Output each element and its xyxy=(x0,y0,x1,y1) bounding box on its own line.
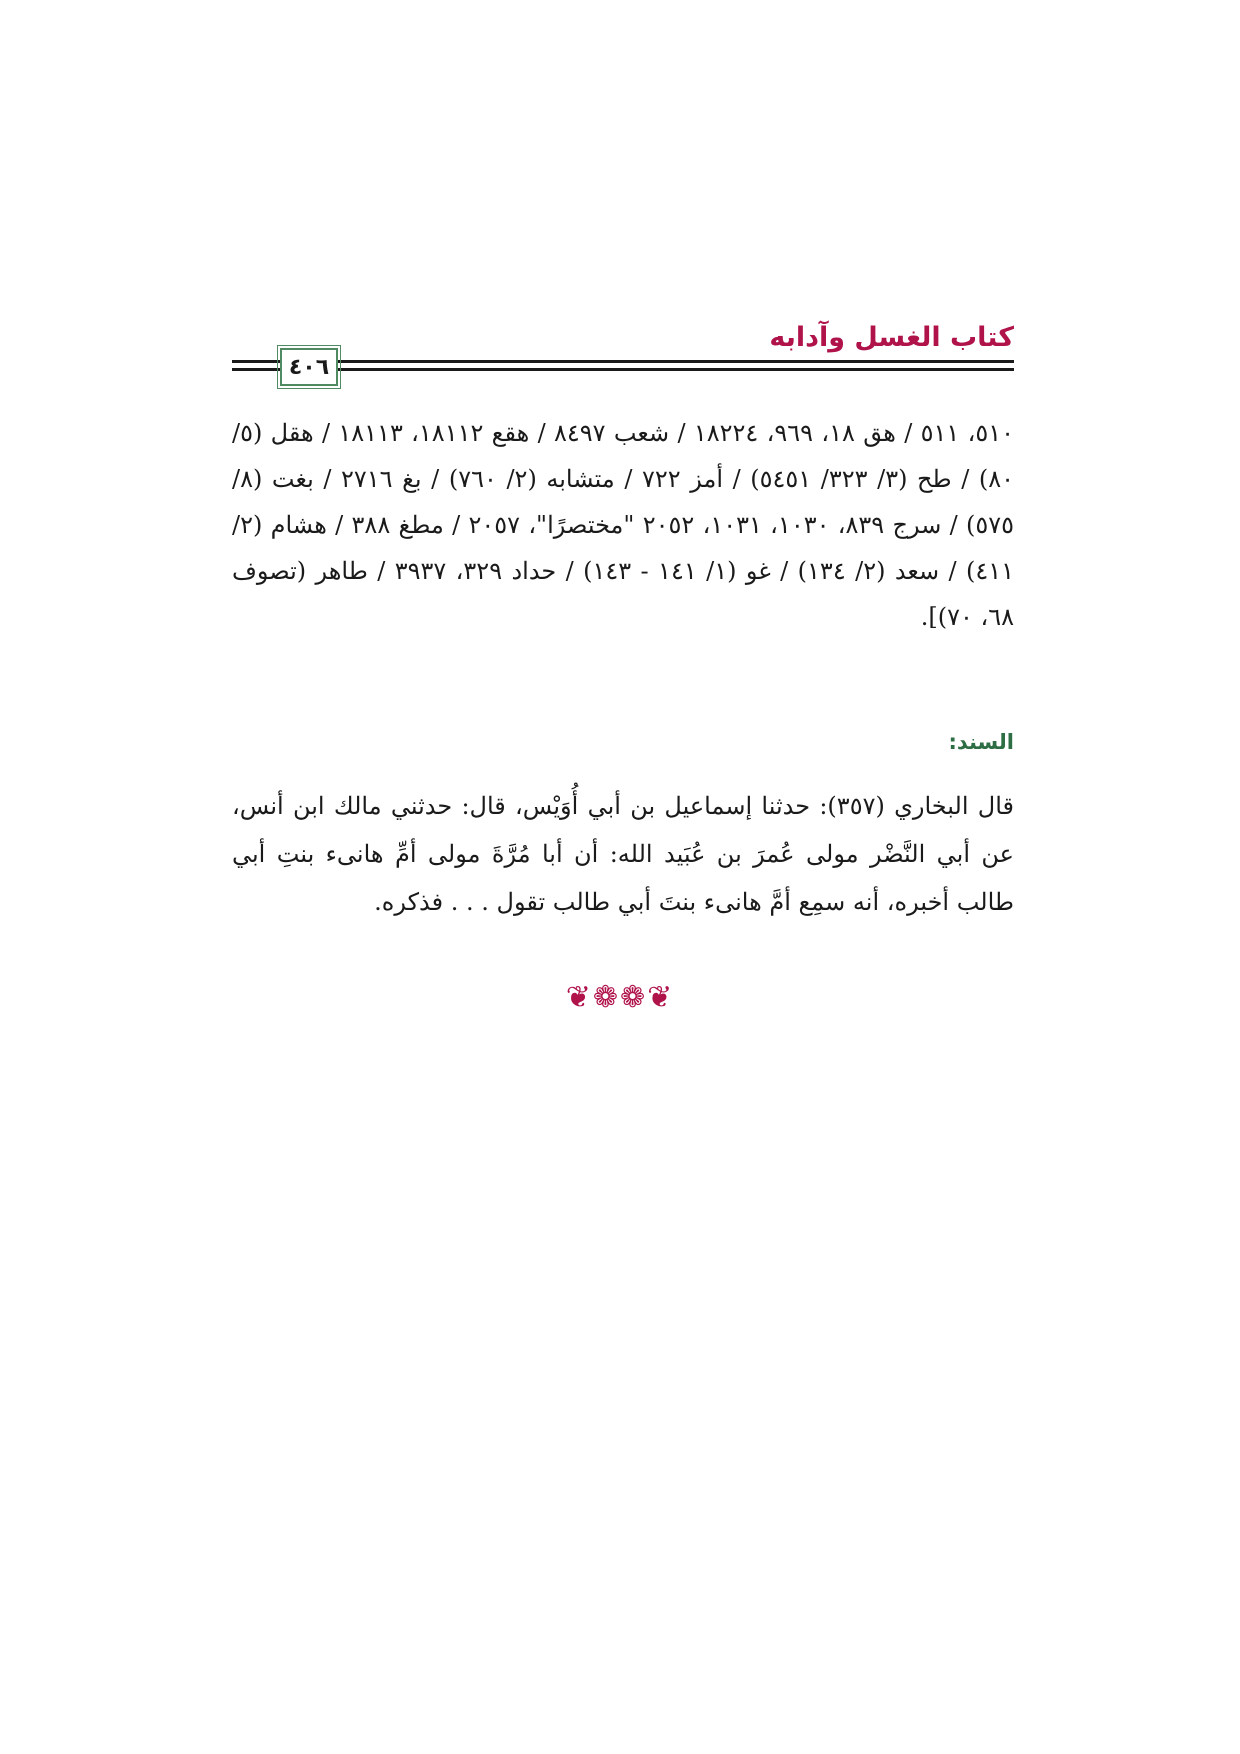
header-rule-top xyxy=(232,360,1014,363)
book-title: كتاب الغسل وآدابه xyxy=(769,322,1014,353)
end-ornament: ❦❁❁❦ xyxy=(565,980,675,1015)
references-paragraph: ٥١٠، ٥١١ / هق ١٨، ٩٦٩، ١٨٢٢٤ / شعب ٨٤٩٧ / هقع ١٨١١٢، ١٨١١٣ / هقل (٥/ ٨٠) / طح (٣/ ٣٢٣/ ٥٤٥١) / أمز ٧٢٢ / متشابه (٢/ ٧٦٠) / بغ ٢٧١٦ / بغت (٨/ ٥٧٥) / سرج ٨٣٩، ١٠٣٠، ١٠٣١، ٢٠٥٢ "مختصرًا"، ٢٠٥٧ / مطغ ٣٨٨ / هشام (٢/ ٤١١) / سعد (٢/ ١٣٤) / غو (١/ ١٤١ - ١٤٣) / حداد ٣٢٩، ٣٩٣٧ / طاهر (تصوف ٦٨، ٧٠)]. xyxy=(232,419,1015,631)
section-heading-sanad: السند: xyxy=(948,730,1014,754)
page-number-frame xyxy=(280,348,338,386)
page-header xyxy=(232,312,1014,392)
page-number: ٤٠٦ xyxy=(288,354,330,380)
isnad-paragraph: قال البخاري (٣٥٧): حدثنا إسماعيل بن أبي أُوَيْس، قال: حدثني مالك ابن أنس، عن أبي النَّضْر مولى عُمرَ بن عُبَيد الله: أن أبا مُرَّةَ مولى أمِّ هانىء بنتِ أبي طالب أخبره، أنه سمِع أمَّ هانىء بنتَ أبي طالب تقول . . . فذكره. xyxy=(232,792,1014,916)
header-rule-bottom xyxy=(232,368,1014,371)
